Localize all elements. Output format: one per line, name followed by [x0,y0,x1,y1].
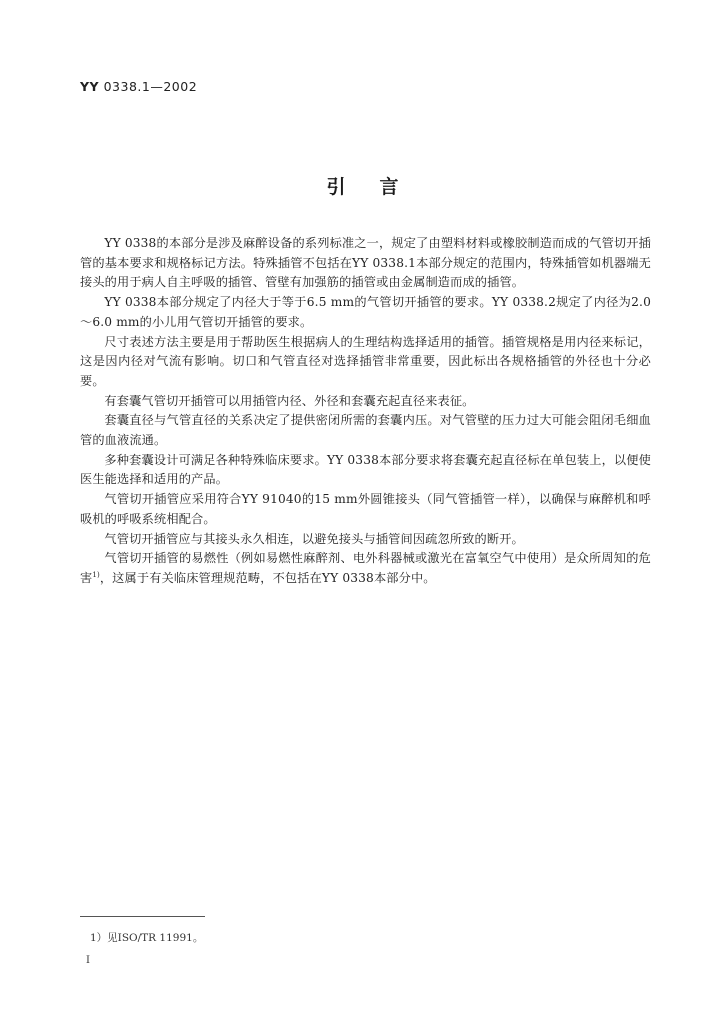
paragraph: 气管切开插管应采用符合YY 91040的15 mm外圆锥接头（同气管插管一样），以确保与麻醉机和呼吸机的呼吸系统相配合。 [80,492,651,526]
paragraph: YY 0338的本部分是涉及麻醉设备的系列标准之一，规定了由塑料材料或橡胶制造而成的气管切开插管的基本要求和规格标记方法。特殊插管不包括在YY 0338.1本部分规定的范围内，特殊插管如机器端无接头的用于病人自主呼吸的插管、管壁有加强筋的插管或由金属制造而成的插管。 [80,236,651,290]
paragraph: 有套囊气管切开插管可以用插管内径、外径和套囊充起直径来表征。 [104,393,475,408]
page-number: I [86,955,90,966]
introduction-body [80,234,651,589]
paragraph: 气管切开插管应与其接头永久相连，以避免接头与插管间因疏忽所致的断开。 [104,531,524,546]
paragraph: 多种套囊设计可满足各种特殊临床要求。YY 0338本部分要求将套囊充起直径标在单包装上，以便使医生能选择和适用的产品。 [80,452,651,487]
paragraph: YY 0338本部分规定了内径大于等于6.5 mm的气管切开插管的要求。YY 0338.2规定了内径为2.0～6.0 mm的小儿用气管切开插管的要求。 [80,295,651,329]
paragraph-flammability [80,549,651,588]
footnote: 1）见ISO/TR 11991。 [90,932,204,944]
footnote-reference[interactable]: 1) [92,570,100,579]
paragraph-text: 气管切开插管的易燃性（例如易燃性麻醉剂、电外科器械或激光在富氧空气中使用）是众所周知的危害 [80,551,651,585]
paragraph: 套囊直径与气管直径的关系决定了提供密闭所需的套囊内压。对气管壁的压力过大可能会阻闭毛细血管的血液流通。 [80,413,651,448]
footnote-divider [80,916,205,917]
paragraph-text: ，这属于有关临床管理规范畴，不包括在YY 0338本部分中。 [99,570,436,585]
paragraph: 尺寸表述方法主要是用于帮助医生根据病人的生理结构选择适用的插管。插管规格是用内径来标记，这是因内径对气流有影响。切口和气管直径对选择插管非常重要，因此标出各规格插管的外径也十分必要。 [80,334,651,388]
standard-prefix: YY [80,79,100,94]
standard-header [80,79,197,94]
page-title: 引言 [326,176,433,198]
standard-number: 0338.1—2002 [103,79,198,94]
